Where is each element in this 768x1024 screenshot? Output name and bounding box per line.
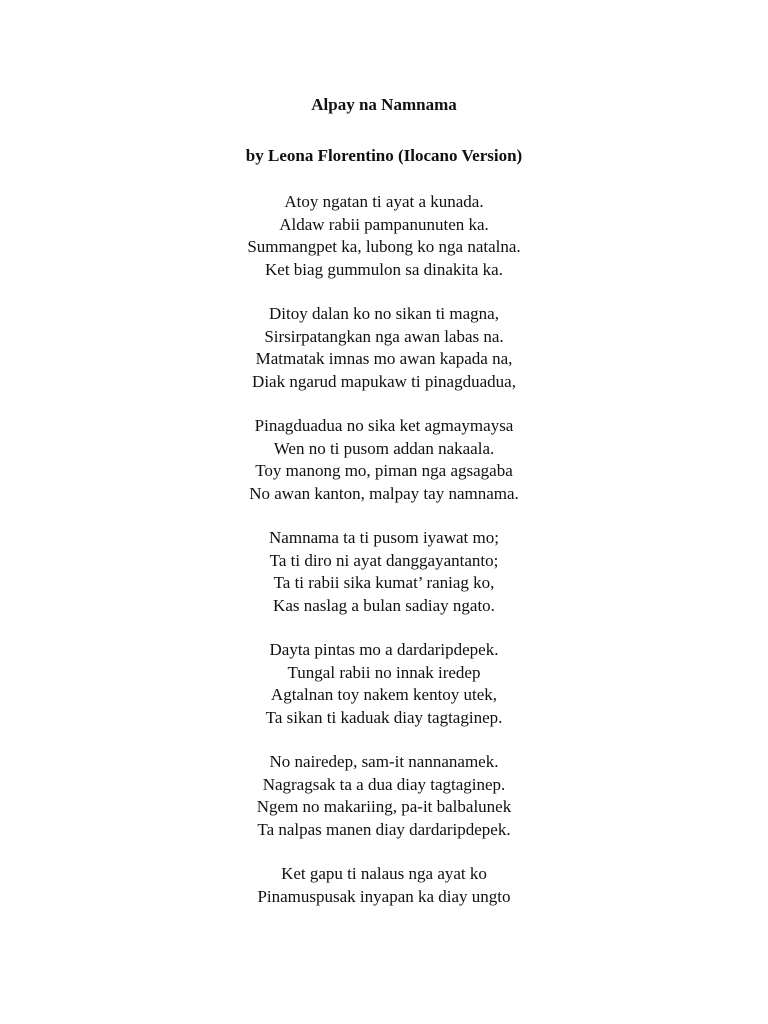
verse-line: Ta ti rabii sika kumat’ raniag ko, [273, 573, 495, 592]
stanza-4 [0, 527, 768, 617]
stanza-1 [0, 191, 768, 281]
verse-line: Kas naslag a bulan sadiay ngato. [273, 595, 495, 615]
verse-line: No awan kanton, malpay tay namnama. [249, 483, 519, 503]
verse-line: Nagragsak ta a dua diay tagtaginep. [262, 774, 506, 794]
verse-line: Ta nalpas manen diay dardaripdepek. [257, 819, 511, 839]
verse-line: Dayta pintas mo a dardaripdepek. [269, 640, 499, 659]
poem-body [0, 191, 768, 930]
verse-line: Diak ngarud mapukaw ti pinagduadua, [252, 371, 516, 391]
verse-line: Summangpet ka, lubong ko nga natalna. [247, 237, 521, 256]
verse-line: Pinagduadua no sika ket agmaymaysa [254, 416, 514, 435]
verse-line: Ditoy dalan ko no sikan ti magna, [269, 304, 499, 323]
poem-title: Alpay na Namnama [311, 95, 457, 114]
verse-line: Namnama ta ti pusom iyawat mo; [269, 528, 499, 547]
stanza-2 [0, 303, 768, 393]
stanza-6 [0, 751, 768, 841]
stanza-5 [0, 639, 768, 729]
verse-line: Toy manong mo, piman nga agsagaba [255, 461, 513, 480]
verse-line: Wen no ti pusom addan nakaala. [273, 438, 495, 458]
stanza-3 [0, 415, 768, 505]
verse-line: Sirsirpatangkan nga awan labas na. [264, 326, 504, 346]
verse-line: Agtalnan toy nakem kentoy utek, [270, 685, 498, 704]
verse-line: Ta sikan ti kaduak diay tagtaginep. [265, 707, 503, 727]
poem-byline: by Leona Florentino (Ilocano Version) [245, 146, 523, 165]
verse-line: No nairedep, sam-it nannanamek. [269, 752, 499, 771]
verse-line: Atoy ngatan ti ayat a kunada. [284, 192, 484, 211]
verse-line: Ket gapu ti nalaus nga ayat ko [281, 864, 487, 883]
verse-line: Ta ti diro ni ayat danggayantanto; [269, 550, 499, 570]
verse-line: Ngem no makariing, pa-it balbalunek [256, 797, 512, 816]
verse-line: Ket biag gummulon sa dinakita ka. [265, 259, 503, 279]
verse-line: Tungal rabii no innak iredep [287, 662, 481, 682]
verse-line: Aldaw rabii pampanunuten ka. [279, 214, 489, 234]
verse-line: Matmatak imnas mo awan kapada na, [255, 349, 513, 368]
stanza-7 [0, 863, 768, 908]
verse-line: Pinamuspusak inyapan ka diay ungto [257, 886, 511, 906]
